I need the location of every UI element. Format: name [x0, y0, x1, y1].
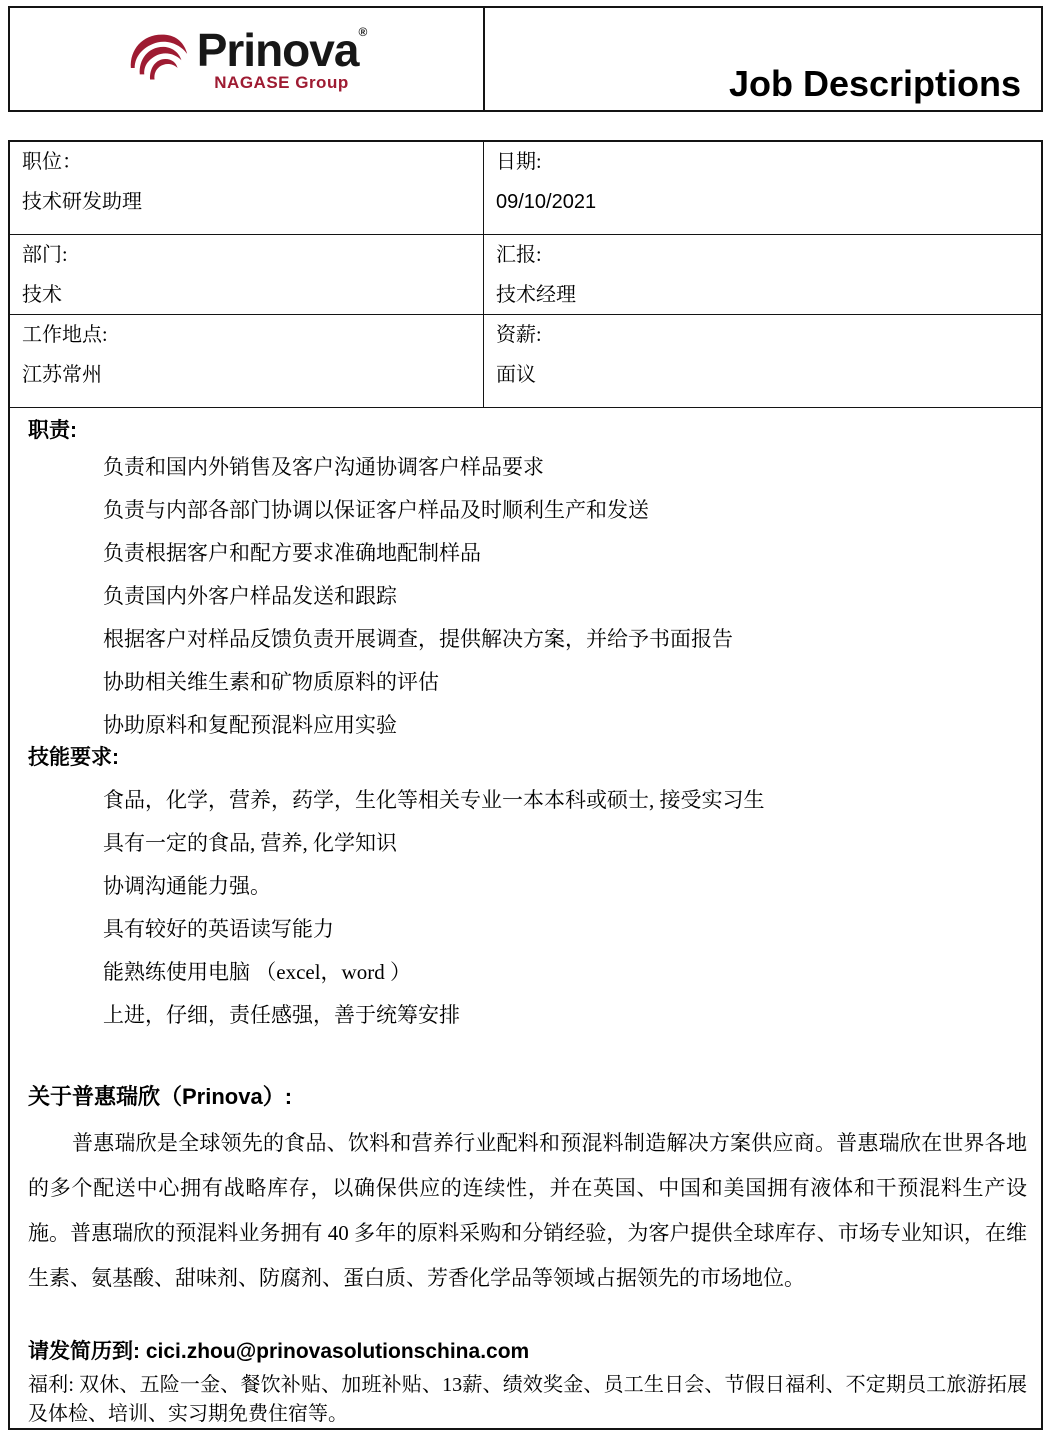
skills-list — [28, 789, 1027, 1027]
location-label: 工作地点: — [22, 324, 108, 346]
job-descriptions-title: Job Descriptions — [728, 63, 1021, 104]
skill-item: 具有一定的食品, 营养, 化学知识 — [103, 831, 397, 855]
duty-item: 协助原料和复配预混料应用实验 — [103, 713, 397, 737]
duty-item: 负责根据客户和配方要求准确地配制样品 — [103, 541, 481, 565]
content-cell — [10, 408, 1041, 1428]
date-value: 09/10/2021 — [496, 191, 597, 213]
header-title-cell — [485, 8, 1041, 110]
skill-item: 具有较好的英语读写能力 — [103, 917, 334, 941]
logo-text — [196, 23, 367, 92]
salary-cell — [484, 315, 1041, 407]
position-label: 职位： — [22, 151, 82, 173]
contact-email: cici.zhou@prinovasolutionschina.com — [145, 1340, 530, 1363]
location-value: 江苏常州 — [22, 364, 102, 386]
position-cell — [10, 142, 484, 234]
skill-item: 协调沟通能力强。 — [103, 874, 271, 898]
contact-line — [28, 1339, 1027, 1365]
info-row-department-report — [10, 235, 1041, 315]
prinova-swoosh-icon — [127, 27, 191, 91]
salary-value: 面议 — [496, 364, 536, 386]
job-description-table — [8, 140, 1043, 1430]
position-value: 技术研发助理 — [22, 191, 142, 213]
nagase-group-label: NAGASE Group — [214, 72, 349, 92]
contact-label: 请发简历到: — [28, 1340, 140, 1363]
department-cell — [10, 235, 484, 314]
date-label: 日期: — [496, 151, 542, 173]
brand-wordmark: Prinova® — [196, 23, 367, 76]
skills-heading: 技能要求: — [28, 746, 119, 769]
report-to-value: 技术经理 — [496, 284, 576, 306]
duties-list — [28, 456, 1027, 737]
registered-trademark: ® — [358, 24, 367, 39]
department-label: 部门: — [22, 244, 68, 266]
report-to-cell — [484, 235, 1041, 314]
about-heading: 关于普惠瑞欣（Prinova）: — [28, 1084, 293, 1109]
duties-heading: 职责: — [28, 419, 77, 442]
duty-item: 负责国内外客户样品发送和跟踪 — [103, 584, 397, 608]
department-value: 技术 — [22, 284, 62, 306]
duty-item: 根据客户对样品反馈负责开展调查，提供解决方案，并给予书面报告 — [103, 627, 733, 651]
skill-item: 上进，仔细，责任感强，善于统筹安排 — [103, 1003, 460, 1027]
location-cell — [10, 315, 484, 407]
salary-label: 资薪: — [496, 324, 542, 346]
duty-item: 负责和国内外销售及客户沟通协调客户样品要求 — [103, 455, 544, 479]
date-cell — [484, 142, 1041, 234]
document-header — [8, 6, 1043, 112]
skill-item: 能熟练使用电脑 （excel，word ） — [103, 960, 411, 984]
info-row-position-date — [10, 142, 1041, 235]
report-to-label: 汇报: — [496, 244, 542, 266]
duty-item: 负责与内部各部门协调以保证客户样品及时顺利生产和发送 — [103, 498, 649, 522]
info-row-location-salary — [10, 315, 1041, 408]
benefits-text: 福利: 双休、五险一金、餐饮补贴、加班补贴、13薪、绩效奖金、员工生日会、节假日福利、不定期员工旅游拓展及体检、培训、实习期免费住宿等。 — [28, 1374, 1027, 1425]
duty-item: 协助相关维生素和矿物质原料的评估 — [103, 670, 439, 694]
skill-item: 食品，化学，营养，药学，生化等相关专业一本本科或硕士, 接受实习生 — [103, 788, 765, 812]
logo-cell — [10, 8, 485, 110]
about-paragraph: 普惠瑞欣是全球领先的食品、饮料和营养行业配料和预混料制造解决方案供应商。普惠瑞欣在世界各地的多个配送中心拥有战略库存，以确保供应的连续性，并在英国、中国和美国拥有液体和干预混料生产设施。普惠瑞欣的预混料业务拥有 40 多年的原料采购和分销经验，为客户提供全球库存、市场专业知识，在维生素、氨基酸、甜味剂、防腐剂、蛋白质、芳香化学品等领域占据领先的市场地位。 — [28, 1131, 1027, 1290]
prinova-logo — [127, 23, 367, 92]
